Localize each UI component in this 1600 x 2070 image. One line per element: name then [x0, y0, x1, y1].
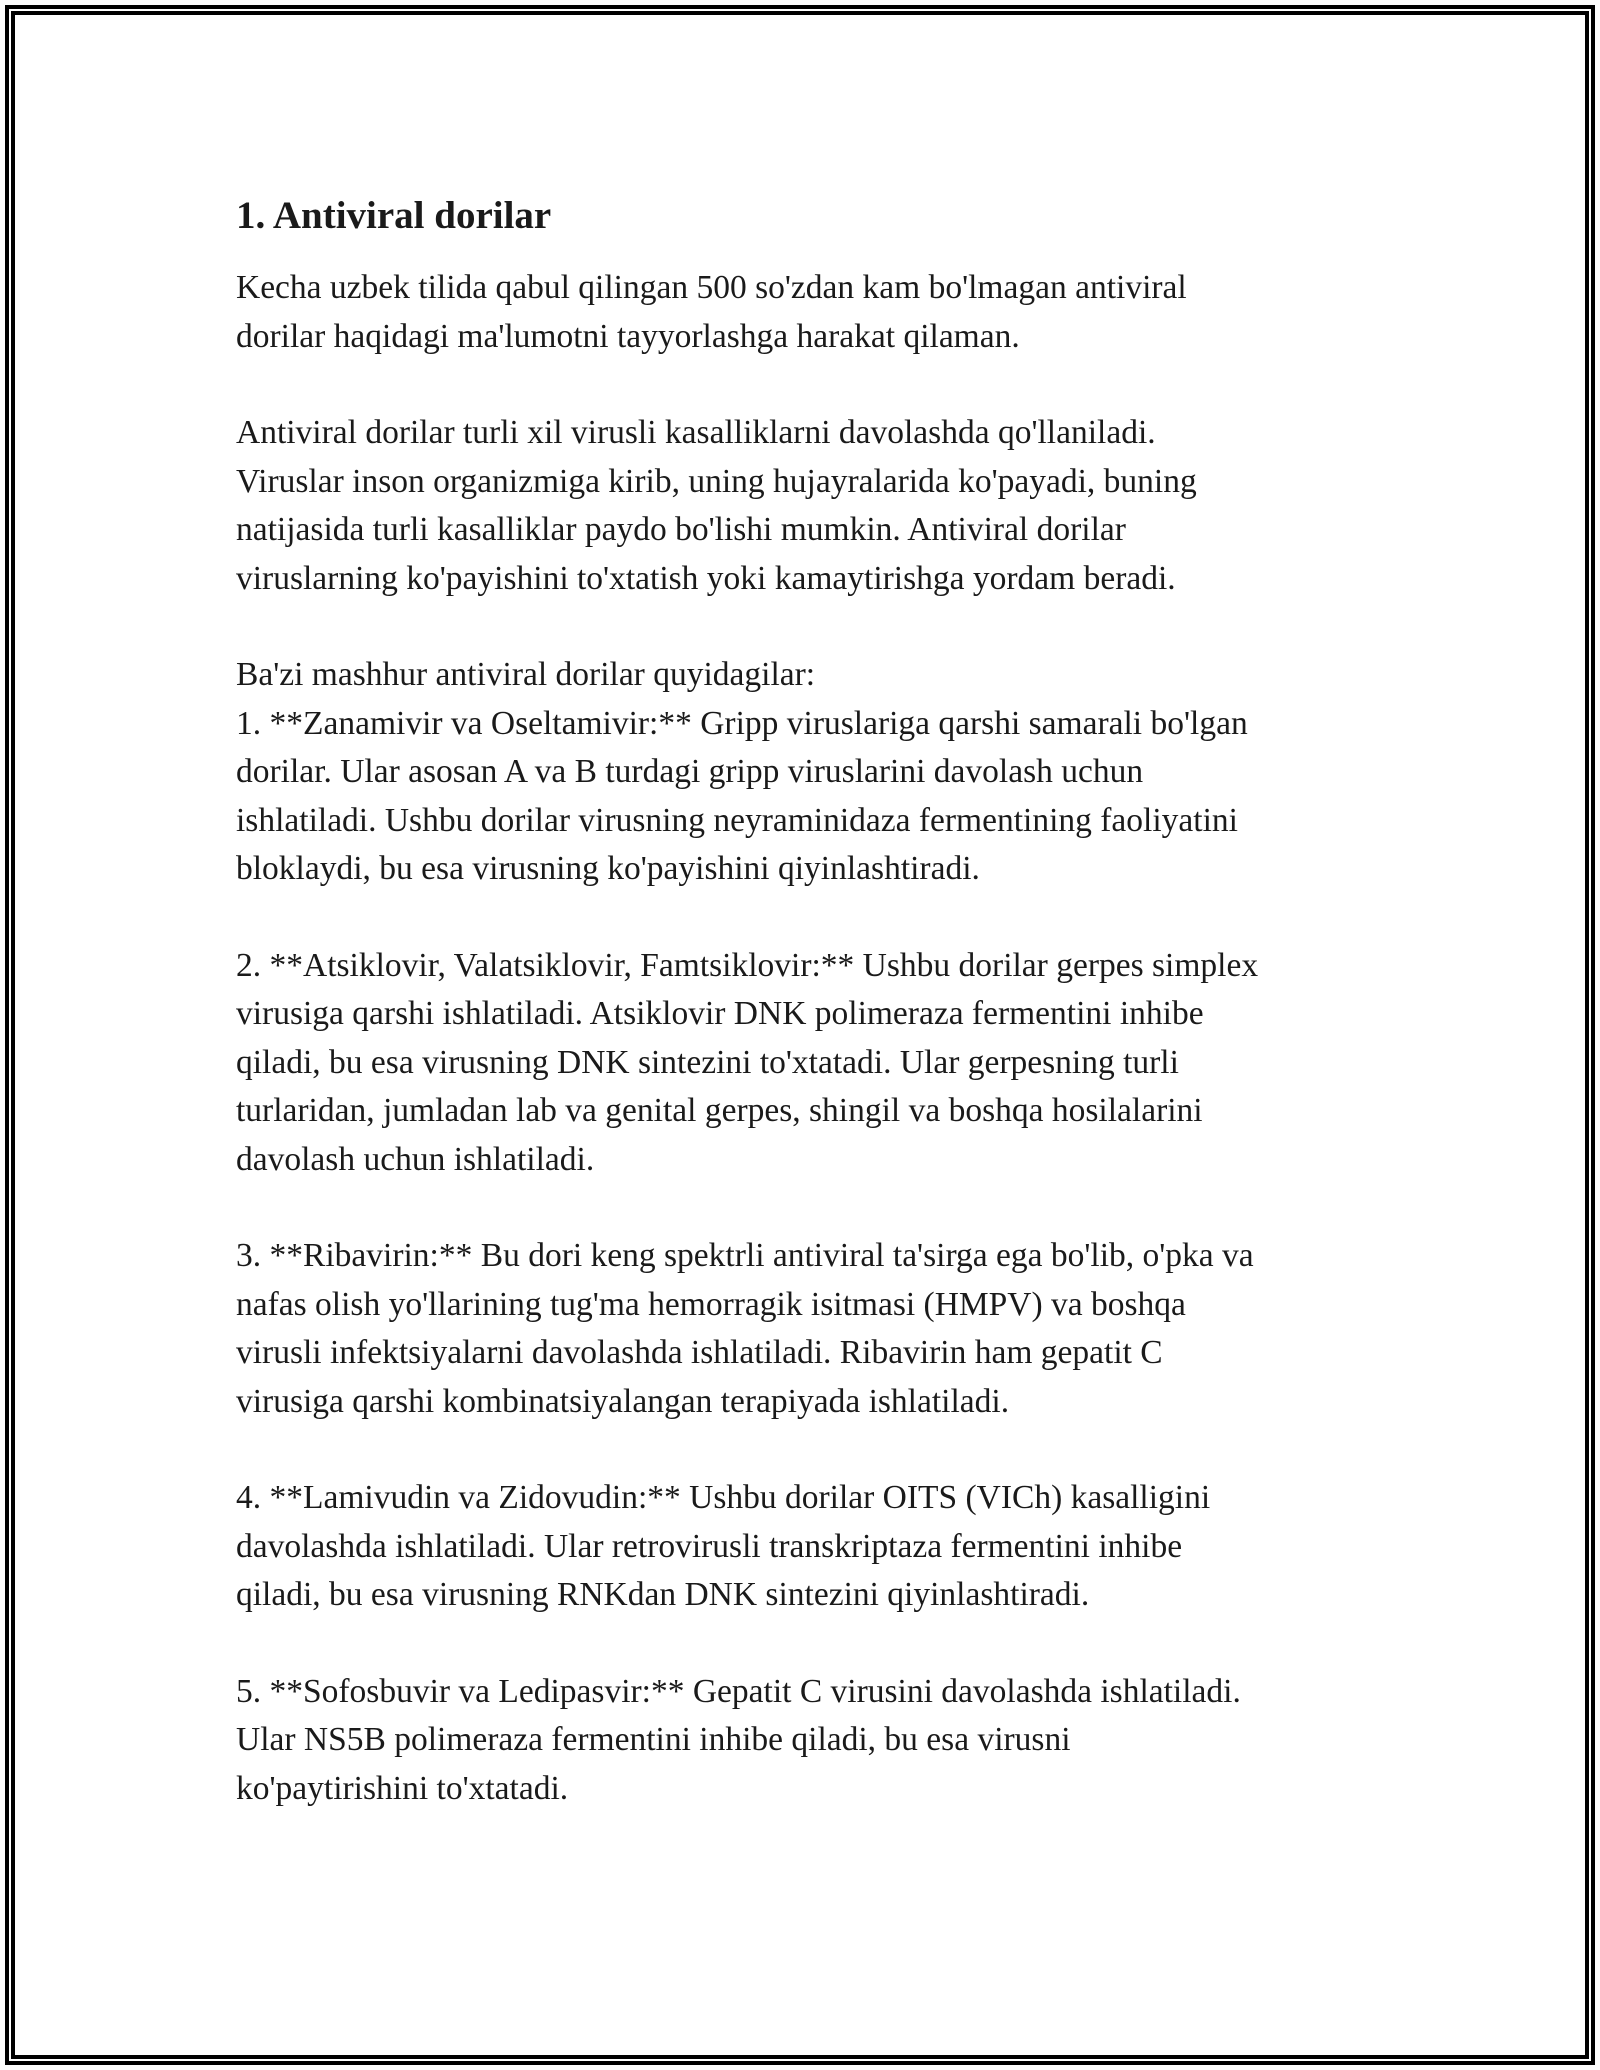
text-line: bloklaydi, bu esa virusning ko'payishini qiyinlashtiradi.	[236, 850, 980, 887]
text-line: davolashda ishlatiladi. Ular retrovirusli transkriptaza fermentini inhibe	[236, 1527, 1183, 1565]
text-line: virusiga qarshi kombinatsiyalangan terapiyada ishlatiladi.	[236, 1382, 1010, 1420]
text-line: natijasida turli kasalliklar paydo bo'lishi mumkin. Antiviral dorilar	[236, 511, 1126, 548]
text-line: ishlatiladi. Ushbu dorilar virusning neyraminidaza fermentining faoliyatini	[236, 801, 1238, 839]
text-line: viruslarning ko'payishini to'xtatish yoki kamaytirishga yordam beradi.	[236, 559, 1176, 597]
text-line: nafas olish yo'llarining tug'ma hemorragik isitmasi (HMPV) va boshqa	[236, 1285, 1186, 1323]
text-line: 4. **Lamivudin va Zidovudin:** Ushbu dorilar OITS (VICh) kasalligini	[236, 1479, 1211, 1516]
intro-paragraph	[236, 264, 1386, 361]
text-line: turlaridan, jumladan lab va genital gerpes, shingil va boshqa hosilalarini	[236, 1092, 1203, 1129]
text-line: Kecha uzbek tilida qabul qilingan 500 so'zdan kam bo'lmagan antiviral	[236, 269, 1187, 306]
text-line: ko'paytirishini to'xtatadi.	[236, 1769, 569, 1807]
text-line: virusiga qarshi ishlatiladi. Atsiklovir DNK polimeraza fermentini inhibe	[236, 995, 1204, 1032]
text-line: virusli infektsiyalarni davolashda ishlatiladi. Ribavirin ham gepatit C	[236, 1334, 1163, 1371]
list-item-5	[236, 1668, 1386, 1814]
text-line: 5. **Sofosbuvir va Ledipasvir:** Gepatit C virusini davolashda ishlatiladi.	[236, 1672, 1241, 1710]
list-item-2	[236, 942, 1386, 1185]
text-line: qiladi, bu esa virusning RNKdan DNK sintezini qiyinlashtiradi.	[236, 1576, 1090, 1613]
text-line: qiladi, bu esa virusning DNK sintezini to'xtatadi. Ular gerpesning turli	[236, 1043, 1179, 1081]
text-line: 3. **Ribavirin:** Bu dori keng spektrli antiviral ta'sirga ega bo'lib, o'pka va	[236, 1237, 1254, 1274]
document-title: 1. Antiviral dorilar	[236, 194, 552, 237]
drug-list	[236, 651, 1386, 1813]
list-item-4	[236, 1474, 1386, 1620]
list-intro: Ba'zi mashhur antiviral dorilar quyidagilar:	[236, 656, 816, 693]
text-line: 2. **Atsiklovir, Valatsiklovir, Famtsiklovir:** Ushbu dorilar gerpes simplex	[236, 946, 1259, 984]
text-line: Ular NS5B polimeraza fermentini inhibe qiladi, bu esa virusni	[236, 1721, 1071, 1758]
document-body	[236, 188, 1386, 1813]
list-item-1	[236, 700, 1386, 894]
text-line: dorilar haqidagi ma'lumotni tayyorlashga harakat qilaman.	[236, 317, 1020, 355]
text-line: 1. **Zanamivir va Oseltamivir:** Gripp viruslariga qarshi samarali bo'lgan	[236, 704, 1248, 742]
text-line: Viruslar inson organizmiga kirib, uning hujayralarida ko'payadi, buning	[236, 462, 1197, 500]
overview-paragraph	[236, 409, 1386, 603]
text-line: Antiviral dorilar turli xil virusli kasalliklarni davolashda qo'llaniladi.	[236, 414, 1156, 451]
text-line: davolash uchun ishlatiladi.	[236, 1140, 595, 1178]
list-item-3	[236, 1232, 1386, 1426]
text-line: dorilar. Ular asosan A va B turdagi gripp viruslarini davolash uchun	[236, 753, 1144, 790]
